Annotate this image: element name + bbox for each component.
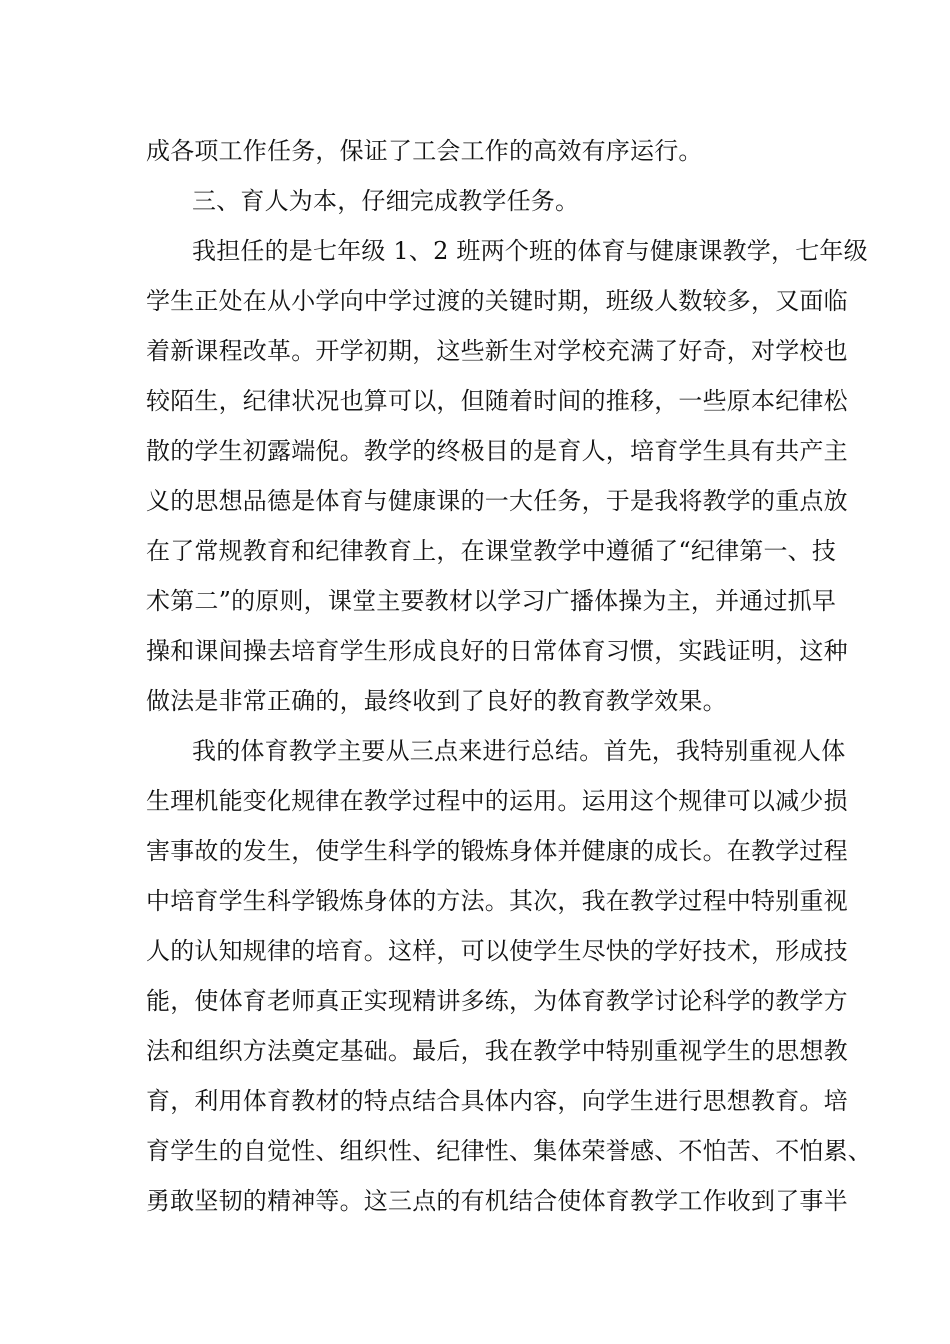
text-line-8: 义的思想品德是体育与健康课的一大任务，于是我将教学的重点放 [146, 487, 848, 515]
text-line-11: 操和课间操去培育学生形成良好的日常体育习惯，实践证明，这种 [146, 637, 848, 665]
text-line-16: 中培育学生科学锻炼身体的方法。其次，我在教学过程中特别重视 [146, 887, 848, 915]
text-line-15: 害事故的发生，使学生科学的锻炼身体并健康的成长。在教学过程 [146, 837, 848, 865]
text-line-17: 人的认知规律的培育。这样，可以使学生尽快的学好技术，形成技 [146, 937, 848, 965]
text-line-5: 着新课程改革。开学初期，这些新生对学校充满了好奇，对学校也 [146, 337, 848, 365]
text-line-9: 在了常规教育和纪律教育上，在课堂教学中遵循了“纪律第一、技 [146, 537, 837, 565]
text-line-19: 法和组织方法奠定基础。最后，我在教学中特别重视学生的思想教 [146, 1037, 848, 1065]
text-line-18: 能，使体育老师真正实现精讲多练，为体育教学讨论科学的教学方 [146, 987, 848, 1015]
text-line-13: 我的体育教学主要从三点来进行总结。首先，我特别重视人体 [192, 737, 846, 765]
text-line-7: 散的学生初露端倪。教学的终极目的是育人，培育学生具有共产主 [146, 437, 848, 465]
text-line-10: 术第二”的原则，课堂主要教材以学习广播体操为主，并通过抓早 [146, 587, 837, 615]
text-line-14: 生理机能变化规律在教学过程中的运用。运用这个规律可以减少损 [146, 787, 848, 815]
text-line-4: 学生正处在从小学向中学过渡的关键时期，班级人数较多，又面临 [146, 287, 848, 315]
text-line-21: 育学生的自觉性、组织性、纪律性、集体荣誉感、不怕苦、不怕累、 [146, 1137, 872, 1165]
text-line-6: 较陌生，纪律状况也算可以，但随着时间的推移，一些原本纪律松 [146, 387, 848, 415]
section-heading: 三、育人为本，仔细完成教学任务。 [192, 187, 580, 215]
text-line-22: 勇敢坚韧的精神等。这三点的有机结合使体育教学工作收到了事半 [146, 1187, 848, 1215]
text-line-1: 成各项工作任务，保证了工会工作的高效有序运行。 [146, 137, 703, 165]
text-line-3: 我担任的是七年级 1、2 班两个班的体育与健康课教学，七年级 [192, 237, 868, 265]
text-line-20: 育，利用体育教材的特点结合具体内容，向学生进行思想教育。培 [146, 1087, 848, 1115]
text-line-12: 做法是非常正确的，最终收到了良好的教育教学效果。 [146, 687, 727, 715]
